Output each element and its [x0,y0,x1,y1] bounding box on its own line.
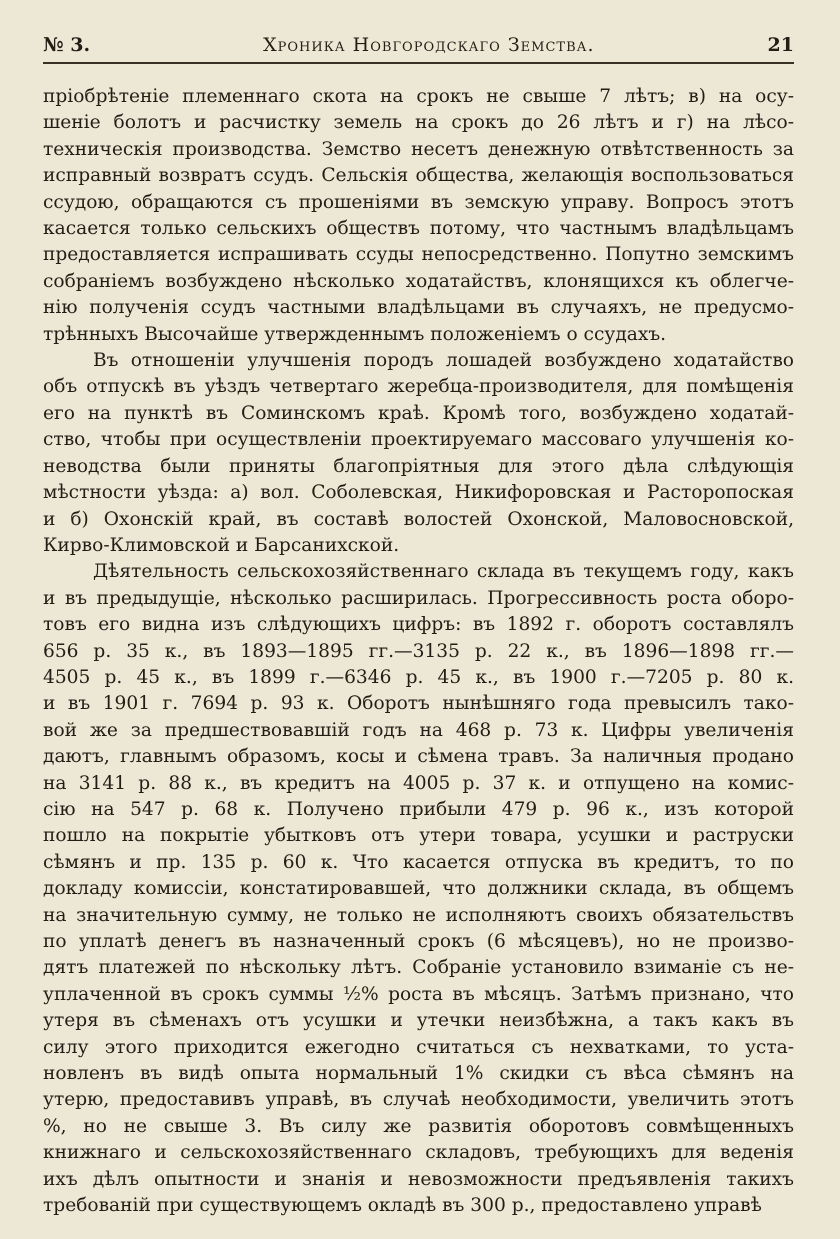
text-line: предоставляется испрашивать ссуды непосредственно. Попутно земскимъ [43,244,794,266]
text-line: трѣнныхъ Высочайше утвержденнымъ положеніемъ о ссудахъ. [43,323,667,345]
text-line: ссудою, обращаются съ прошеніями въ земскую управу. Вопросъ этотъ [43,191,794,213]
text-line: 4505 р. 45 к., въ 1899 г.—6346 р. 45 к., въ 1900 г.—7205 р. 80 к. [43,666,794,688]
text-line: новленъ въ видѣ опыта нормальный 1% скидки съ вѣса сѣмянъ на [43,1063,794,1085]
issue-number: № 3. [43,34,91,56]
text-line: %, но не свыше 3. Въ силу же развитія оборотовъ совмѣщенныхъ [43,1115,794,1137]
text-line: утеря въ сѣменахъ отъ усушки и утечки неизбѣжна, а такъ какъ въ [43,1010,794,1032]
text-line: Кирво-Климовской и Барсанихской. [43,534,400,556]
text-line: уплаченной въ срокъ суммы ½% роста въ мѣсяцъ. Затѣмъ признано, что [43,983,794,1005]
text-line: по уплатѣ денегъ въ назначенный срокъ (6 мѣсяцевъ), но не произво- [43,931,794,952]
text-line: касается только сельскихъ обществъ потому, что частнымъ владѣльцамъ [43,218,794,240]
text-line: пошло на покрытіе убытковъ отъ утери товара, усушки и раструски [43,825,794,847]
text-line: силу этого приходится ежегодно считаться съ нехватками, то уста- [43,1036,794,1058]
text-line: неводства были приняты благопріятныя для этого дѣла слѣдующія [43,455,794,477]
text-line: пріобрѣтеніе племеннаго скота на срокъ не свыше 7 лѣтъ; в) на осу- [43,86,794,107]
paragraph [43,348,794,559]
text-line: вой же за предшествовавшій годъ на 468 р. 73 к. Цифры увеличенія [43,719,794,741]
text-line: даютъ, главнымъ образомъ, косы и сѣмена травъ. За наличныя продано [43,746,794,768]
text-line: объ отпускѣ въ уѣздъ четвертаго жеребца-производителя, для помѣщенія [43,376,794,398]
text-line: Въ отношеніи улучшенія породъ лошадей возбуждено ходатайство [93,350,794,372]
text-line: дятъ платежей по нѣскольку лѣтъ. Собраніе установило взиманіе съ не- [43,957,794,979]
text-line: на значительную сумму, не только не исполняютъ своихъ обязательствъ [43,904,794,926]
text-line: исправный возвратъ ссудъ. Сельскія общества, желающія воспользоваться [43,165,794,187]
text-line: ство, чтобы при осуществленіи проектируемаго массоваго улучшенія ко- [43,429,794,451]
body-text [43,84,794,1219]
text-line: шеніе болотъ и расчистку земель на срокъ до 26 лѣтъ и г) на лѣсо- [43,112,794,134]
text-line: техническія производства. Земство несетъ денежную отвѣтственность за [43,138,794,160]
page-number: 21 [767,34,794,56]
running-header [43,28,794,64]
text-line: нію полученія ссудъ частными владѣльцами въ случаяхъ, не предусмо- [43,297,794,319]
text-line: на 3141 р. 88 к., въ кредитъ на 4005 р. 37 к. и отпущено на комис- [43,772,794,794]
text-line: ихъ дѣлъ опытности и знанія и невозможности предъявленія такихъ [43,1168,794,1190]
text-line: книжнаго и сельскохозяйственнаго складовъ, требующихъ для веденія [43,1142,794,1164]
text-line: собраніемъ возбуждено нѣсколько ходатайствъ, клонящихся къ облегче- [43,270,794,292]
text-line: докладу комиссіи, констатировавшей, что должники склада, въ общемъ [43,878,794,900]
text-line: сѣмянъ и пр. 135 р. 60 к. Что касается отпуска въ кредитъ, то по [43,851,794,873]
text-line: 656 р. 35 к., въ 1893—1895 гг.—3135 р. 22 к., въ 1896—1898 гг.— [43,640,794,662]
text-line: Дѣятельность сельскохозяйственнаго склада въ текущемъ году, какъ [93,561,794,583]
text-line: мѣстности уѣзда: а) вол. Соболевская, Никифоровская и Расторопоская [43,482,794,504]
text-line: и въ 1901 г. 7694 р. 93 к. Оборотъ нынѣшняго года превысилъ тако- [43,693,794,715]
text-line: и въ предыдущіе, нѣсколько расширилась. Прогрессивность роста оборо- [43,587,794,609]
text-line: его на пунктѣ въ Соминскомъ краѣ. Кромѣ того, возбуждено ходатай- [43,402,794,424]
paragraph [43,559,794,1219]
text-line: требованій при существующемъ окладѣ въ 300 р., предоставлено управѣ [43,1195,762,1217]
text-line: и б) Охонскій край, въ составѣ волостей Охонской, Маловосновской, [43,508,794,530]
text-line: утерю, предоставивъ управѣ, въ случаѣ необходимости, увеличить этотъ [43,1089,794,1111]
text-line: сію на 547 р. 68 к. Получено прибыли 479 р. 96 к., изъ которой [43,798,794,820]
paragraph [43,84,794,348]
text-line: товъ его видна изъ слѣдующихъ цифръ: въ 1892 г. оборотъ составлялъ [43,614,794,636]
journal-title: Хроника Новгородскаго Земства. [263,34,595,56]
